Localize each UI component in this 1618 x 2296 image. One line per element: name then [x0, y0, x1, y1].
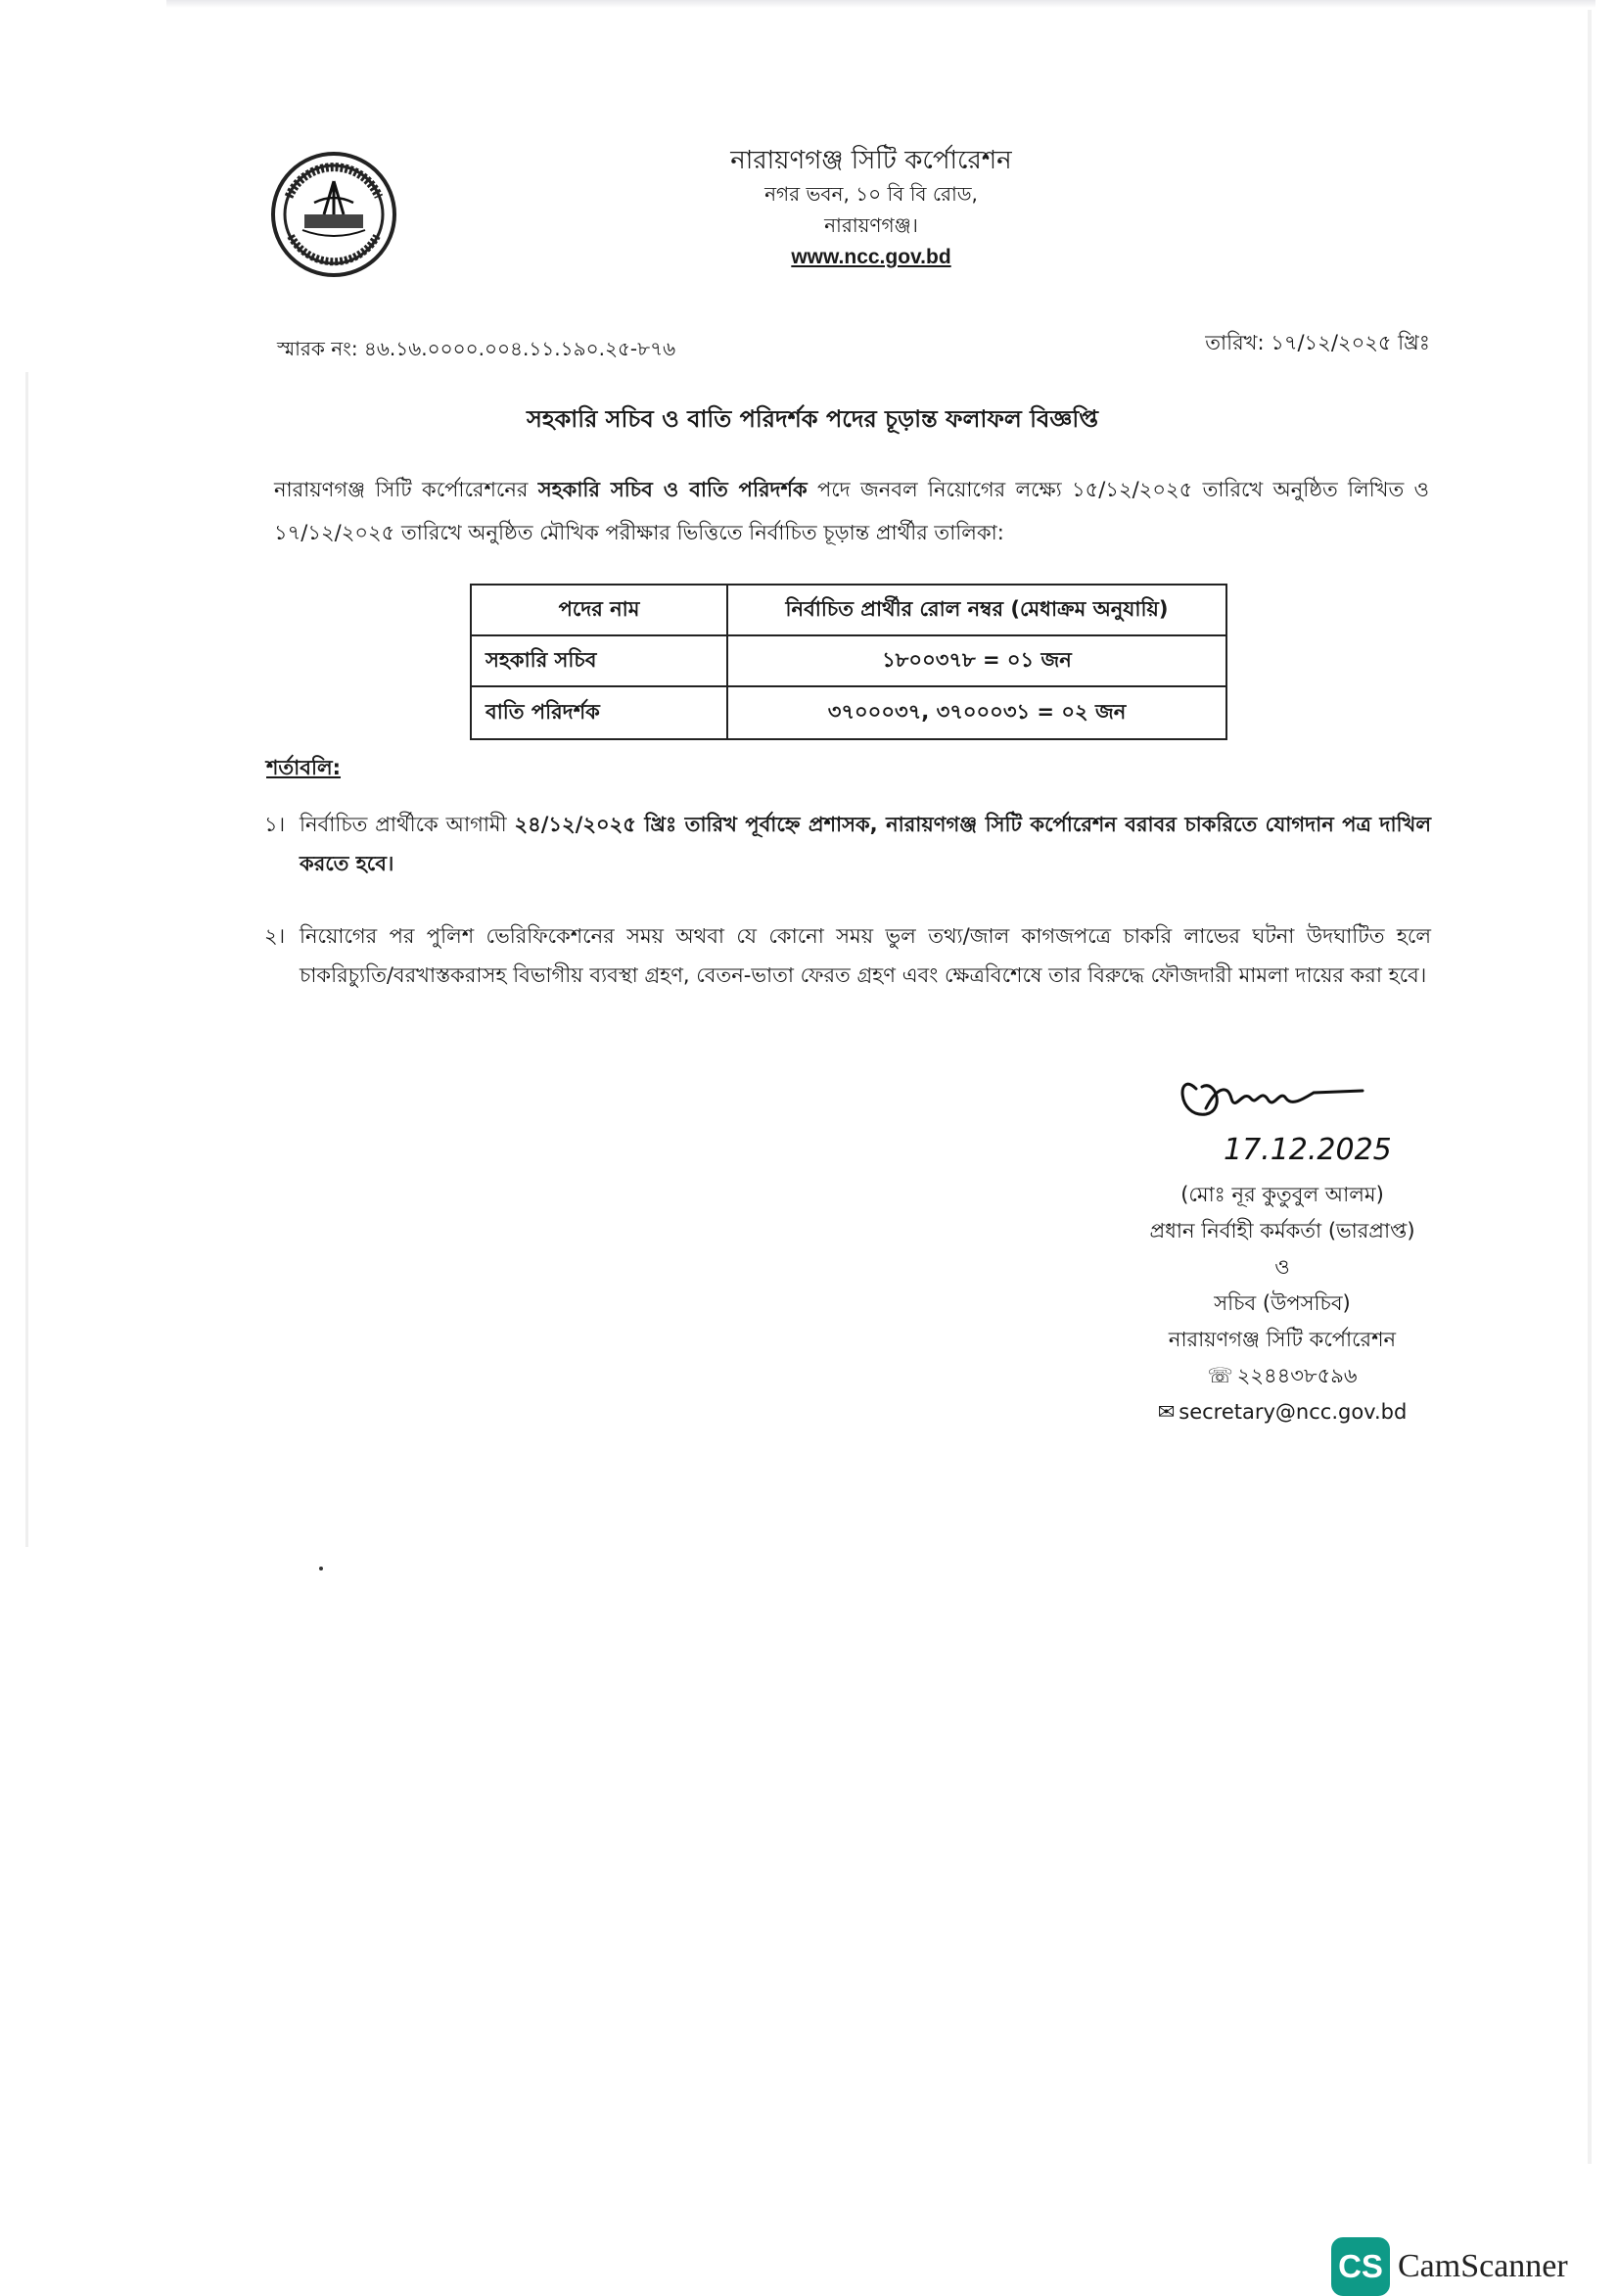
scan-edge-right	[1588, 10, 1592, 2164]
condition-item	[264, 805, 1431, 883]
condition-item	[264, 916, 1431, 995]
post-name-cell: সহকারি সচিব	[471, 635, 727, 686]
condition-number: ২।	[264, 924, 286, 948]
scan-edge-top	[166, 0, 1595, 8]
handwritten-signature	[1167, 1050, 1392, 1177]
camscanner-brand: CamScanner	[1398, 2248, 1568, 2284]
intro-posts-bold: সহকারি সচিব ও বাতি পরিদর্শক	[537, 478, 808, 501]
results-table	[470, 584, 1227, 740]
notice-title: সহকারি সচিব ও বাতি পরিদর্শক পদের চূড়ান্ত ফলাফল বিজ্ঞপ্তি	[527, 405, 1098, 433]
column-header-post: পদের নাম	[471, 585, 727, 635]
intro-text-1: নারায়ণগঞ্জ সিটি কর্পোরেশনের	[274, 478, 538, 501]
condition-text: নিয়োগের পর পুলিশ ভেরিফিকেশনের সময় অথবা যে কোনো সময় ভুল তথ্য/জাল কাগজপত্রে চাকরি লাভের ঘটনা উদঘাটিত হলে চাকরিচ্যুতি/বরখাস্তকরাসহ বিভাগীয় ব্যবস্থা গ্রহণ, বেতন-ভাতা ফেরত গ্রহণ এবং ক্ষেত্রবিশেষে তার বিরুদ্ধে ফৌজদারী মামলা দায়ের করা হবে।	[300, 924, 1431, 987]
signatory-phone-line	[1067, 1358, 1498, 1394]
table-header-row	[471, 585, 1226, 635]
signatory-email[interactable]: secretary@ncc.gov.bd	[1179, 1400, 1408, 1424]
scan-speck	[319, 1567, 323, 1570]
condition-text-bold: ২৪/১২/২০২৫ খ্রিঃ তারিখ পূর্বাহ্নে প্রশাসক, নারায়ণগঞ্জ সিটি কর্পোরেশন বরাবর চাকরিতে যোগদান পত্র দাখিল করতে হবে।	[300, 813, 1431, 875]
letterhead	[587, 143, 1155, 274]
scan-edge-left	[25, 372, 28, 1547]
intro-text-2: পদে জনবল নিয়োগের লক্ষ্যে ১৫/১২/২০২৫ তারিখে অনুষ্ঠিত লিখিত ও ১৭/১২/২০২৫ তারিখে অনুষ্ঠিত মৌখিক পরীক্ষার ভিত্তিতে নির্বাচিত চূড়ান্ত প্রার্থীর তালিকা:	[274, 478, 1430, 544]
roll-number-cell: ৩৭০০০৩৭, ৩৭০০০৩১ = ০২ জন	[727, 686, 1226, 739]
organization-name: নারায়ণগঞ্জ সিটি কর্পোরেশন	[730, 146, 1012, 175]
city-corporation-emblem-icon	[269, 150, 398, 279]
table-row	[471, 686, 1226, 739]
signatory-email-line	[1067, 1394, 1498, 1430]
signatory-block	[1067, 1177, 1498, 1430]
camscanner-watermark	[1331, 2237, 1568, 2296]
telephone-icon: ☏	[1207, 1364, 1233, 1387]
roll-number-cell: ১৮০০৩৭৮ = ০১ জন	[727, 635, 1226, 686]
signatory-designation-2: সচিব (উপসচিব)	[1214, 1291, 1351, 1315]
column-header-roll: নির্বাচিত প্রার্থীর রোল নম্বর (মেধাক্রম অনুযায়ি)	[727, 585, 1226, 635]
signatory-conjunction: ও	[1274, 1255, 1290, 1279]
condition-text	[300, 805, 1431, 883]
signatory-phone: ২২৪৪৩৮৫৯৬	[1236, 1364, 1358, 1387]
signatory-organization: নারায়ণগঞ্জ সিটি কর্পোরেশন	[1168, 1328, 1397, 1351]
website-link[interactable]: www.ncc.gov.bd	[791, 246, 951, 268]
condition-text-plain: নির্বাচিত প্রার্থীকে আগামী	[300, 813, 515, 836]
memo-date: তারিখ: ১৭/১২/২০২৫ খ্রিঃ	[1205, 331, 1430, 354]
envelope-icon: ✉	[1157, 1400, 1176, 1424]
intro-paragraph	[274, 468, 1429, 554]
condition-number: ১।	[264, 813, 286, 836]
signatory-designation-1: প্রধান নির্বাহী কর্মকর্তা (ভারপ্রাপ্ত)	[1149, 1219, 1415, 1242]
signatory-name: (মোঃ নূর কুতুবুল আলম)	[1180, 1183, 1384, 1206]
memo-number: স্মারক নং: ৪৬.১৬.০০০০.০০৪.১১.১৯০.২৫-৮৭৬	[277, 337, 676, 360]
camscanner-logo-icon: CS	[1331, 2237, 1390, 2296]
address-line-2: নারায়ণগঞ্জ।	[824, 213, 918, 237]
table-row	[471, 635, 1226, 686]
address-line-1: নগর ভবন, ১০ বি বি রোড,	[764, 182, 978, 206]
signature-date: 17.12.2025	[1224, 1133, 1392, 1167]
post-name-cell: বাতি পরিদর্শক	[471, 686, 727, 739]
conditions-heading: শর্তাবলি:	[266, 756, 342, 779]
